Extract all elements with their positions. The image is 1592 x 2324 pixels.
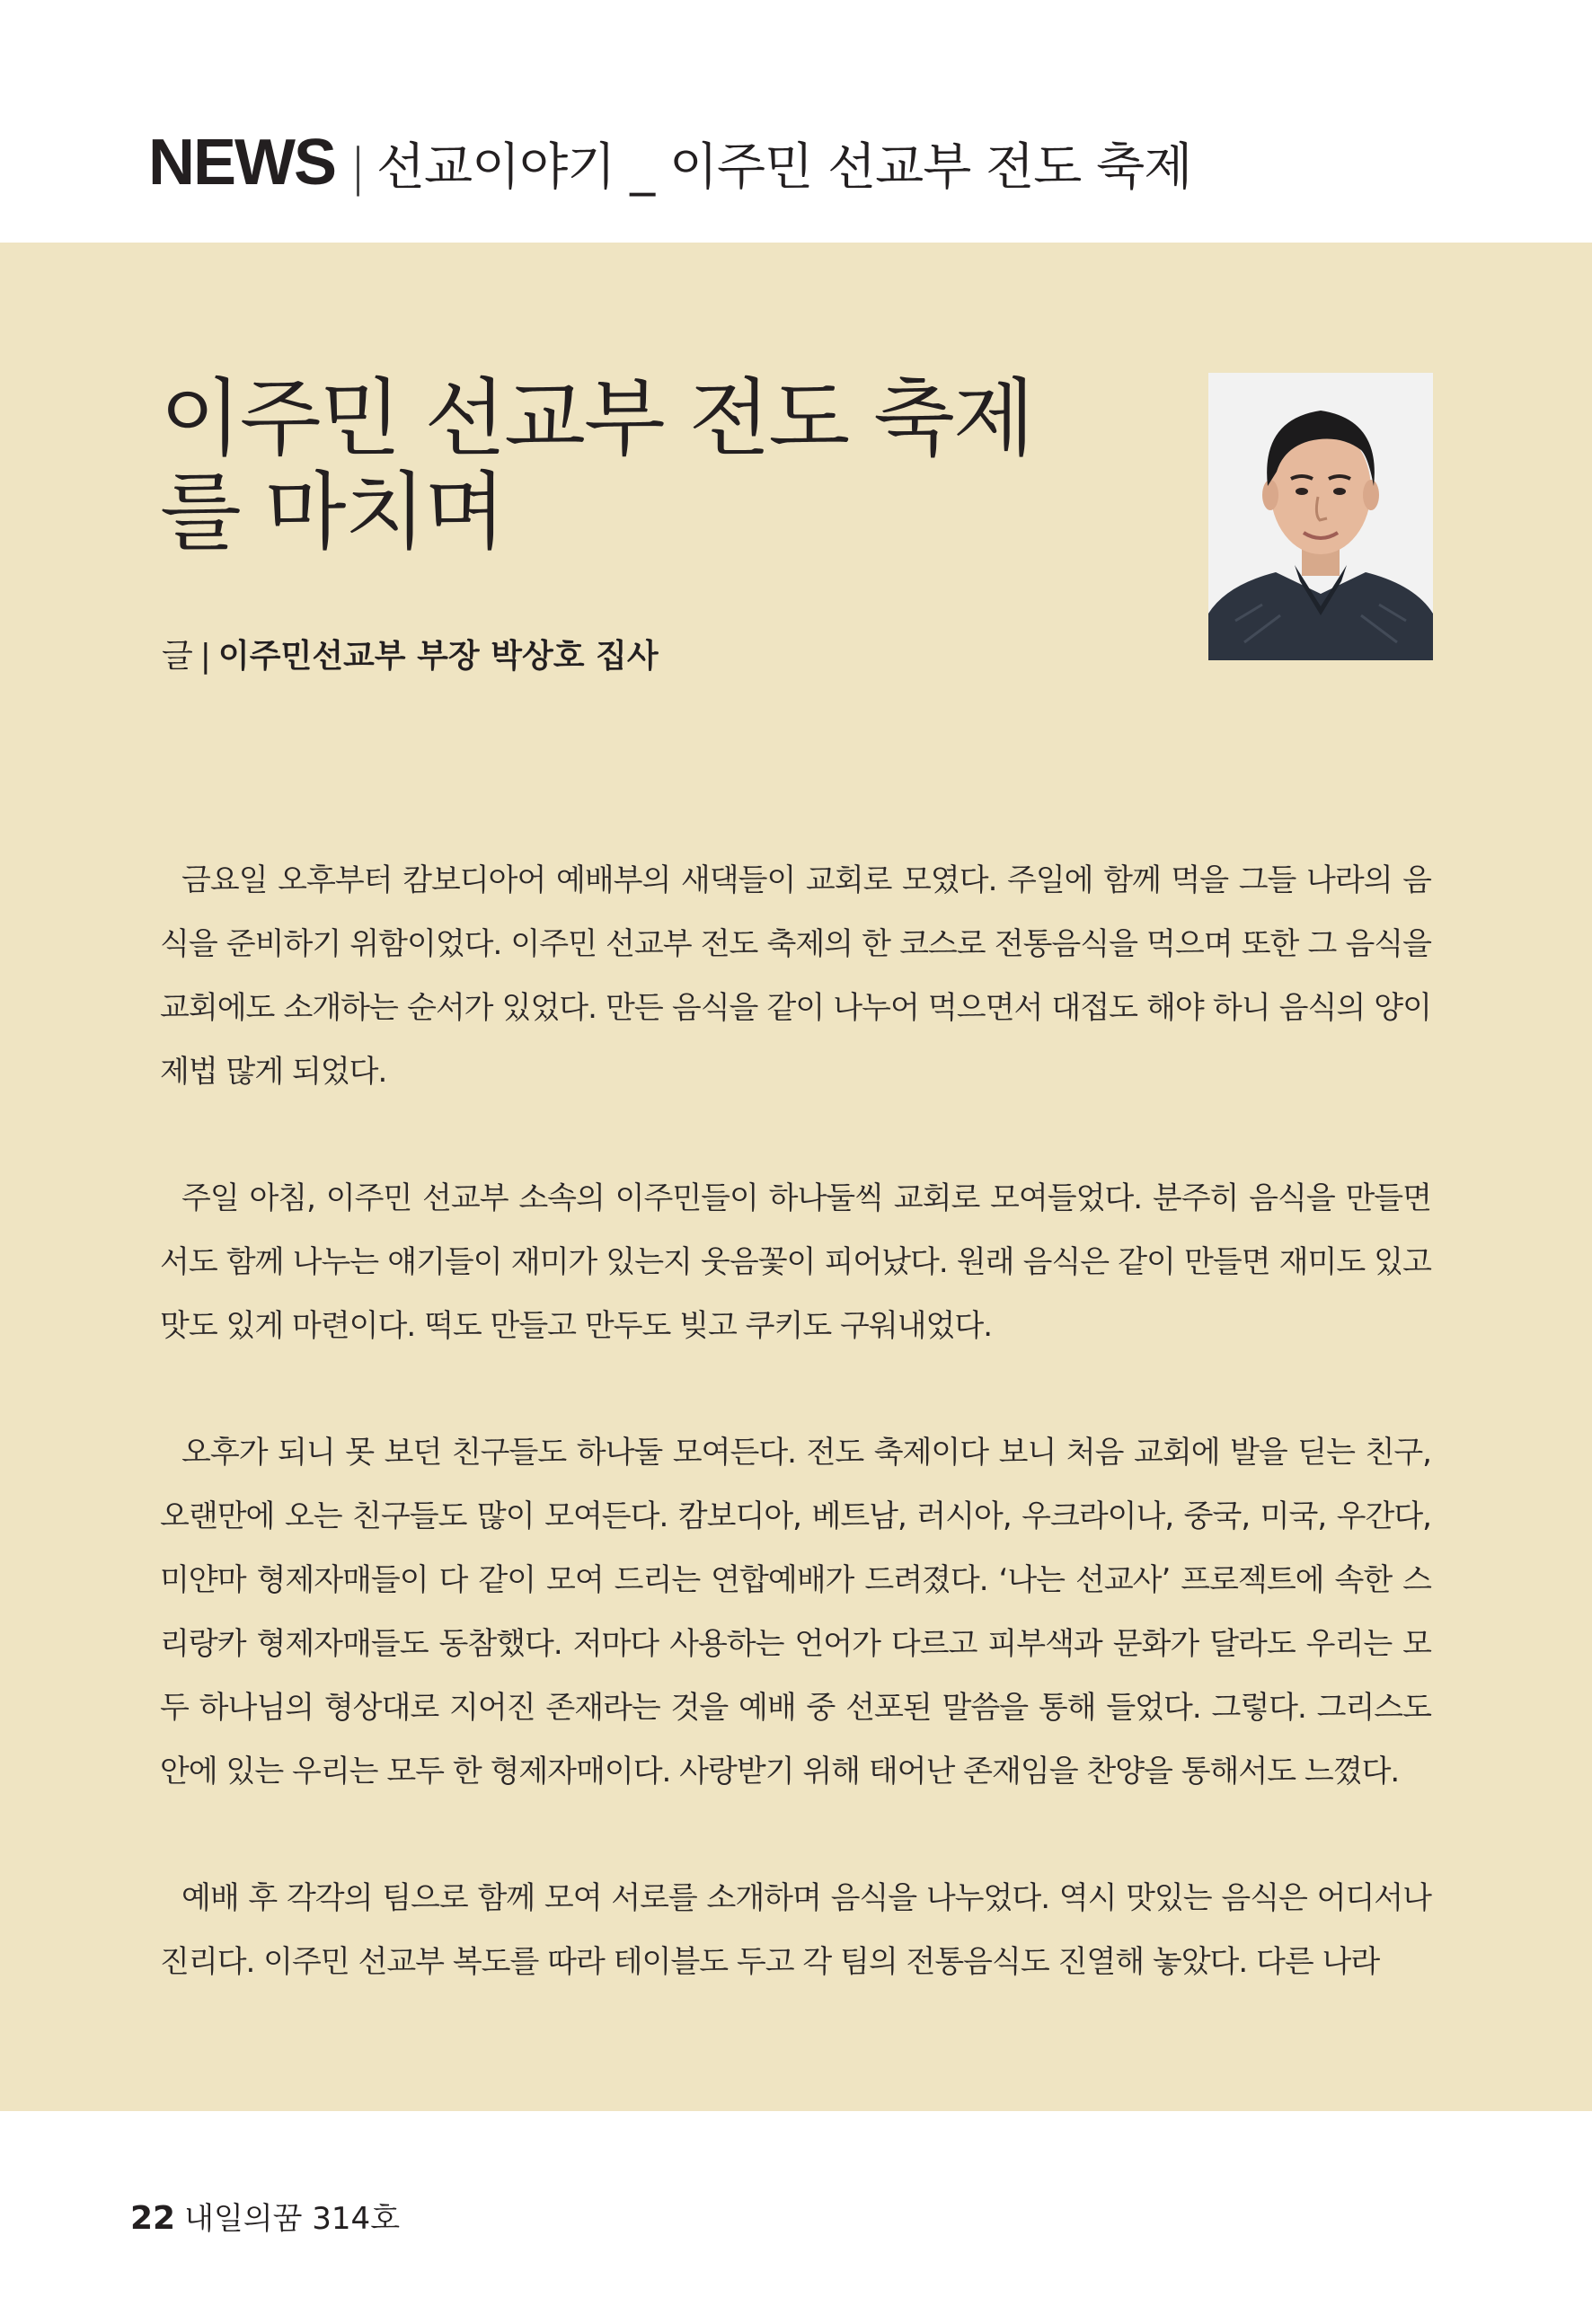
paragraph: 주일 아침, 이주민 선교부 소속의 이주민들이 하나둘씩 교회로 모여들었다. 분주히 음식을 만들면서도 함께 나누는 얘기들이 재미가 있는지 웃음꽃이 피어났다. 원래 음식은 같이 만들면 재미도 있고 맛도 있게 마련이다. 떡도 만들고 만두도 빚고 쿠키도 구워내었다. bbox=[160, 1180, 1431, 1344]
byline-prefix: 글 bbox=[162, 638, 193, 675]
paragraph: 오후가 되니 못 보던 친구들도 하나둘 모여든다. 전도 축제이다 보니 처음 교회에 발을 딛는 친구, 오랜만에 오는 친구들도 많이 모여든다. 캄보디아, 베트남, 러시아, 우크라이나, 중국, 미국, 우간다, 미얀마 형제자매들이 다 같이 모여 드리는 연합예배가 드려졌다. ‘나는 선교사’ 프로젝트에 속한 스리랑카 형제자매들도 동참했다. 저마다 사용하는 언어가 다르고 피부색과 문화가 달라도 우리는 모두 하나님의 형상대로 지어진 존재라는 것을 예배 중 선포된 말씀을 통해 들었다. 그렇다. 그리스도 안에 있는 우리는 모두 한 형제자매이다. 사랑받기 위해 태어난 존재임을 찬양을 통해서도 느꼈다. bbox=[160, 1435, 1431, 1789]
byline-separator: | bbox=[199, 638, 211, 675]
article-title: 이주민 선교부 전도 축제를 마치며 bbox=[160, 370, 1033, 561]
byline bbox=[162, 631, 659, 676]
page-header bbox=[0, 0, 1592, 243]
author-photo bbox=[1208, 373, 1433, 660]
paragraph: 금요일 오후부터 캄보디아어 예배부의 새댁들이 교회로 모였다. 주일에 함께 먹을 그들 나라의 음식을 준비하기 위함이었다. 이주민 선교부 전도 축제의 한 코스로 전통음식을 먹으며 또한 그 음식을 교회에도 소개하는 순서가 있었다. 만든 음식을 같이 나누어 먹으면서 대접도 해야 하니 음식의 양이 제법 많게 되었다. bbox=[160, 862, 1431, 1090]
author-portrait-illustration bbox=[1208, 373, 1433, 660]
header-separator: | bbox=[349, 138, 366, 197]
article-body bbox=[160, 849, 1431, 2057]
category-title: 선교이야기 _ 이주민 선교부 전도 축제 bbox=[376, 138, 1192, 197]
publication-issue: 내일의꿈 314호 bbox=[184, 2201, 401, 2237]
page-number: 22 bbox=[130, 2200, 176, 2237]
section-label: NEWS bbox=[148, 127, 335, 199]
header-line bbox=[148, 126, 1191, 199]
paragraph: 예배 후 각각의 팀으로 함께 모여 서로를 소개하며 음식을 나누었다. 역시 맛있는 음식은 어디서나 진리다. 이주민 선교부 복도를 따라 테이블도 두고 각 팀의 전통음식도 진열해 놓았다. 다른 나라 bbox=[160, 1880, 1431, 1980]
byline-author: 이주민선교부 부장 박상호 집사 bbox=[217, 638, 659, 675]
page-footer bbox=[130, 2194, 400, 2238]
